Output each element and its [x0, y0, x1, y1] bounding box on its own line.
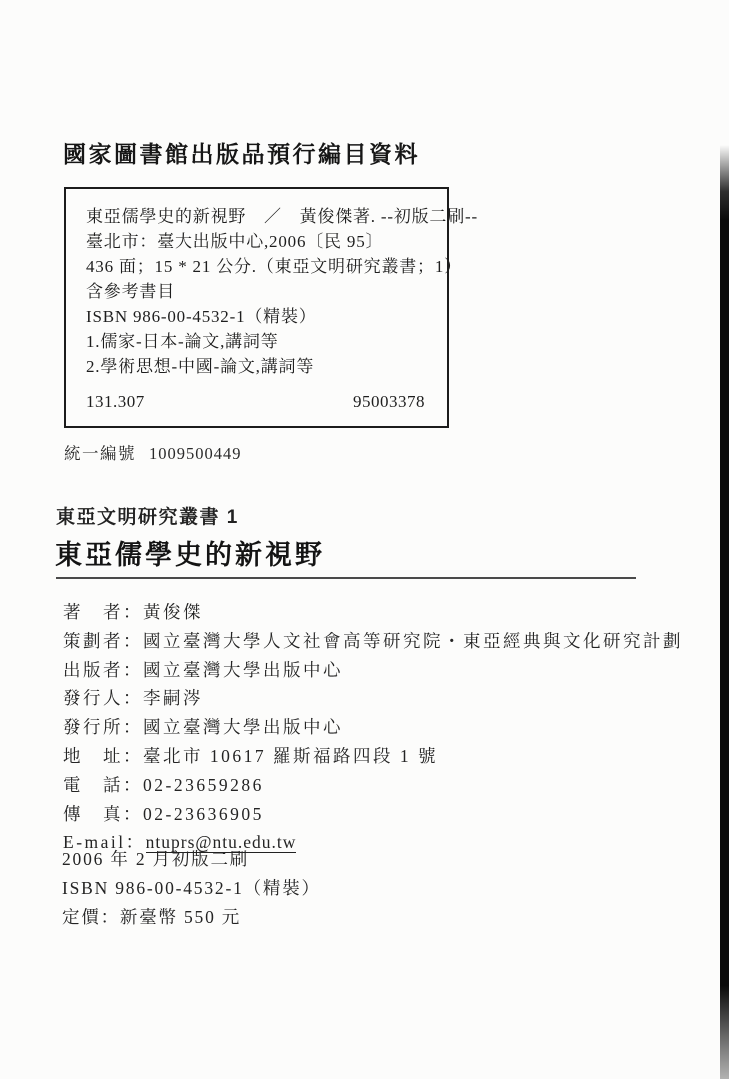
scan-edge-artifact [720, 145, 729, 1079]
divider-rule [56, 577, 636, 579]
field-label: 傳 真： [63, 803, 143, 824]
publication-line-publisher [63, 656, 683, 685]
publication-line-issuing-office [63, 713, 683, 742]
cip-line-bibliography: 含參考書目 [86, 282, 175, 301]
unified-number-line [64, 440, 242, 464]
publication-line-issuer [63, 684, 683, 713]
email-address: ntuprs@ntu.edu.tw [145, 832, 297, 853]
field-value: 國立臺灣大學出版中心 [143, 717, 343, 738]
publication-line-planner [63, 627, 683, 656]
field-value: 黃俊傑 [143, 602, 203, 622]
field-label: 發行所： [63, 717, 143, 738]
field-label: 著 者： [63, 602, 143, 622]
cip-line-physical: 436 面；15 * 21 公分.（東亞文明研究叢書；1） [86, 257, 462, 276]
price-line: 定價：新臺幣 550 元 [62, 907, 242, 928]
record-number: 95003378 [353, 392, 425, 411]
cip-line-publisher: 臺北市：臺大出版中心,2006〔民 95〕 [86, 232, 384, 251]
field-label: 出版者： [63, 659, 143, 680]
field-label: 地 址： [63, 745, 143, 766]
classification-number: 131.307 [86, 392, 145, 411]
cip-line-subject-1: 1.儒家-日本-論文,講詞等 [86, 332, 279, 351]
field-label: E-mail： [63, 832, 146, 853]
series-title: 東亞文明研究叢書 1 [56, 507, 239, 528]
field-label: 電 話： [63, 774, 143, 795]
field-label: 策劃者： [63, 630, 143, 651]
publication-line-fax [63, 800, 683, 829]
publication-info-block [63, 598, 683, 857]
cip-numbers-row [86, 392, 427, 412]
field-label: 發行人： [63, 688, 143, 709]
book-title: 東亞儒學史的新視野 [55, 540, 325, 570]
field-value: 臺北市 10617 羅斯福路四段 1 號 [143, 745, 438, 766]
publication-line-address [63, 742, 683, 771]
field-value: 02-23659286 [143, 774, 264, 795]
unified-number-value: 1009500449 [149, 444, 242, 463]
field-value: 02-23636905 [143, 803, 264, 824]
field-value: 國立臺灣大學人文社會高等研究院・東亞經典與文化研究計劃 [143, 630, 683, 651]
cip-line-subject-2: 2.學術思想-中國-論文,講詞等 [86, 357, 315, 376]
cip-line-title-author: 東亞儒學史的新視野 ／ 黃俊傑著. --初版二刷-- [86, 207, 478, 226]
isbn-line: ISBN 986-00-4532-1（精裝） [62, 878, 321, 899]
publication-line-phone [63, 771, 683, 800]
field-value: 國立臺灣大學出版中心 [143, 659, 343, 680]
field-value: 李嗣涔 [143, 688, 203, 709]
cip-line-isbn: ISBN 986-00-4532-1（精裝） [86, 307, 317, 326]
cip-header: 國家圖書館出版品預行編目資料 [63, 142, 420, 167]
cip-box [64, 187, 478, 428]
edition-line: 2006 年 2 月初版二刷 [62, 849, 250, 869]
unified-number-label: 統一編號 [64, 444, 136, 463]
edition-block [62, 845, 321, 933]
publication-line-author [63, 598, 683, 627]
